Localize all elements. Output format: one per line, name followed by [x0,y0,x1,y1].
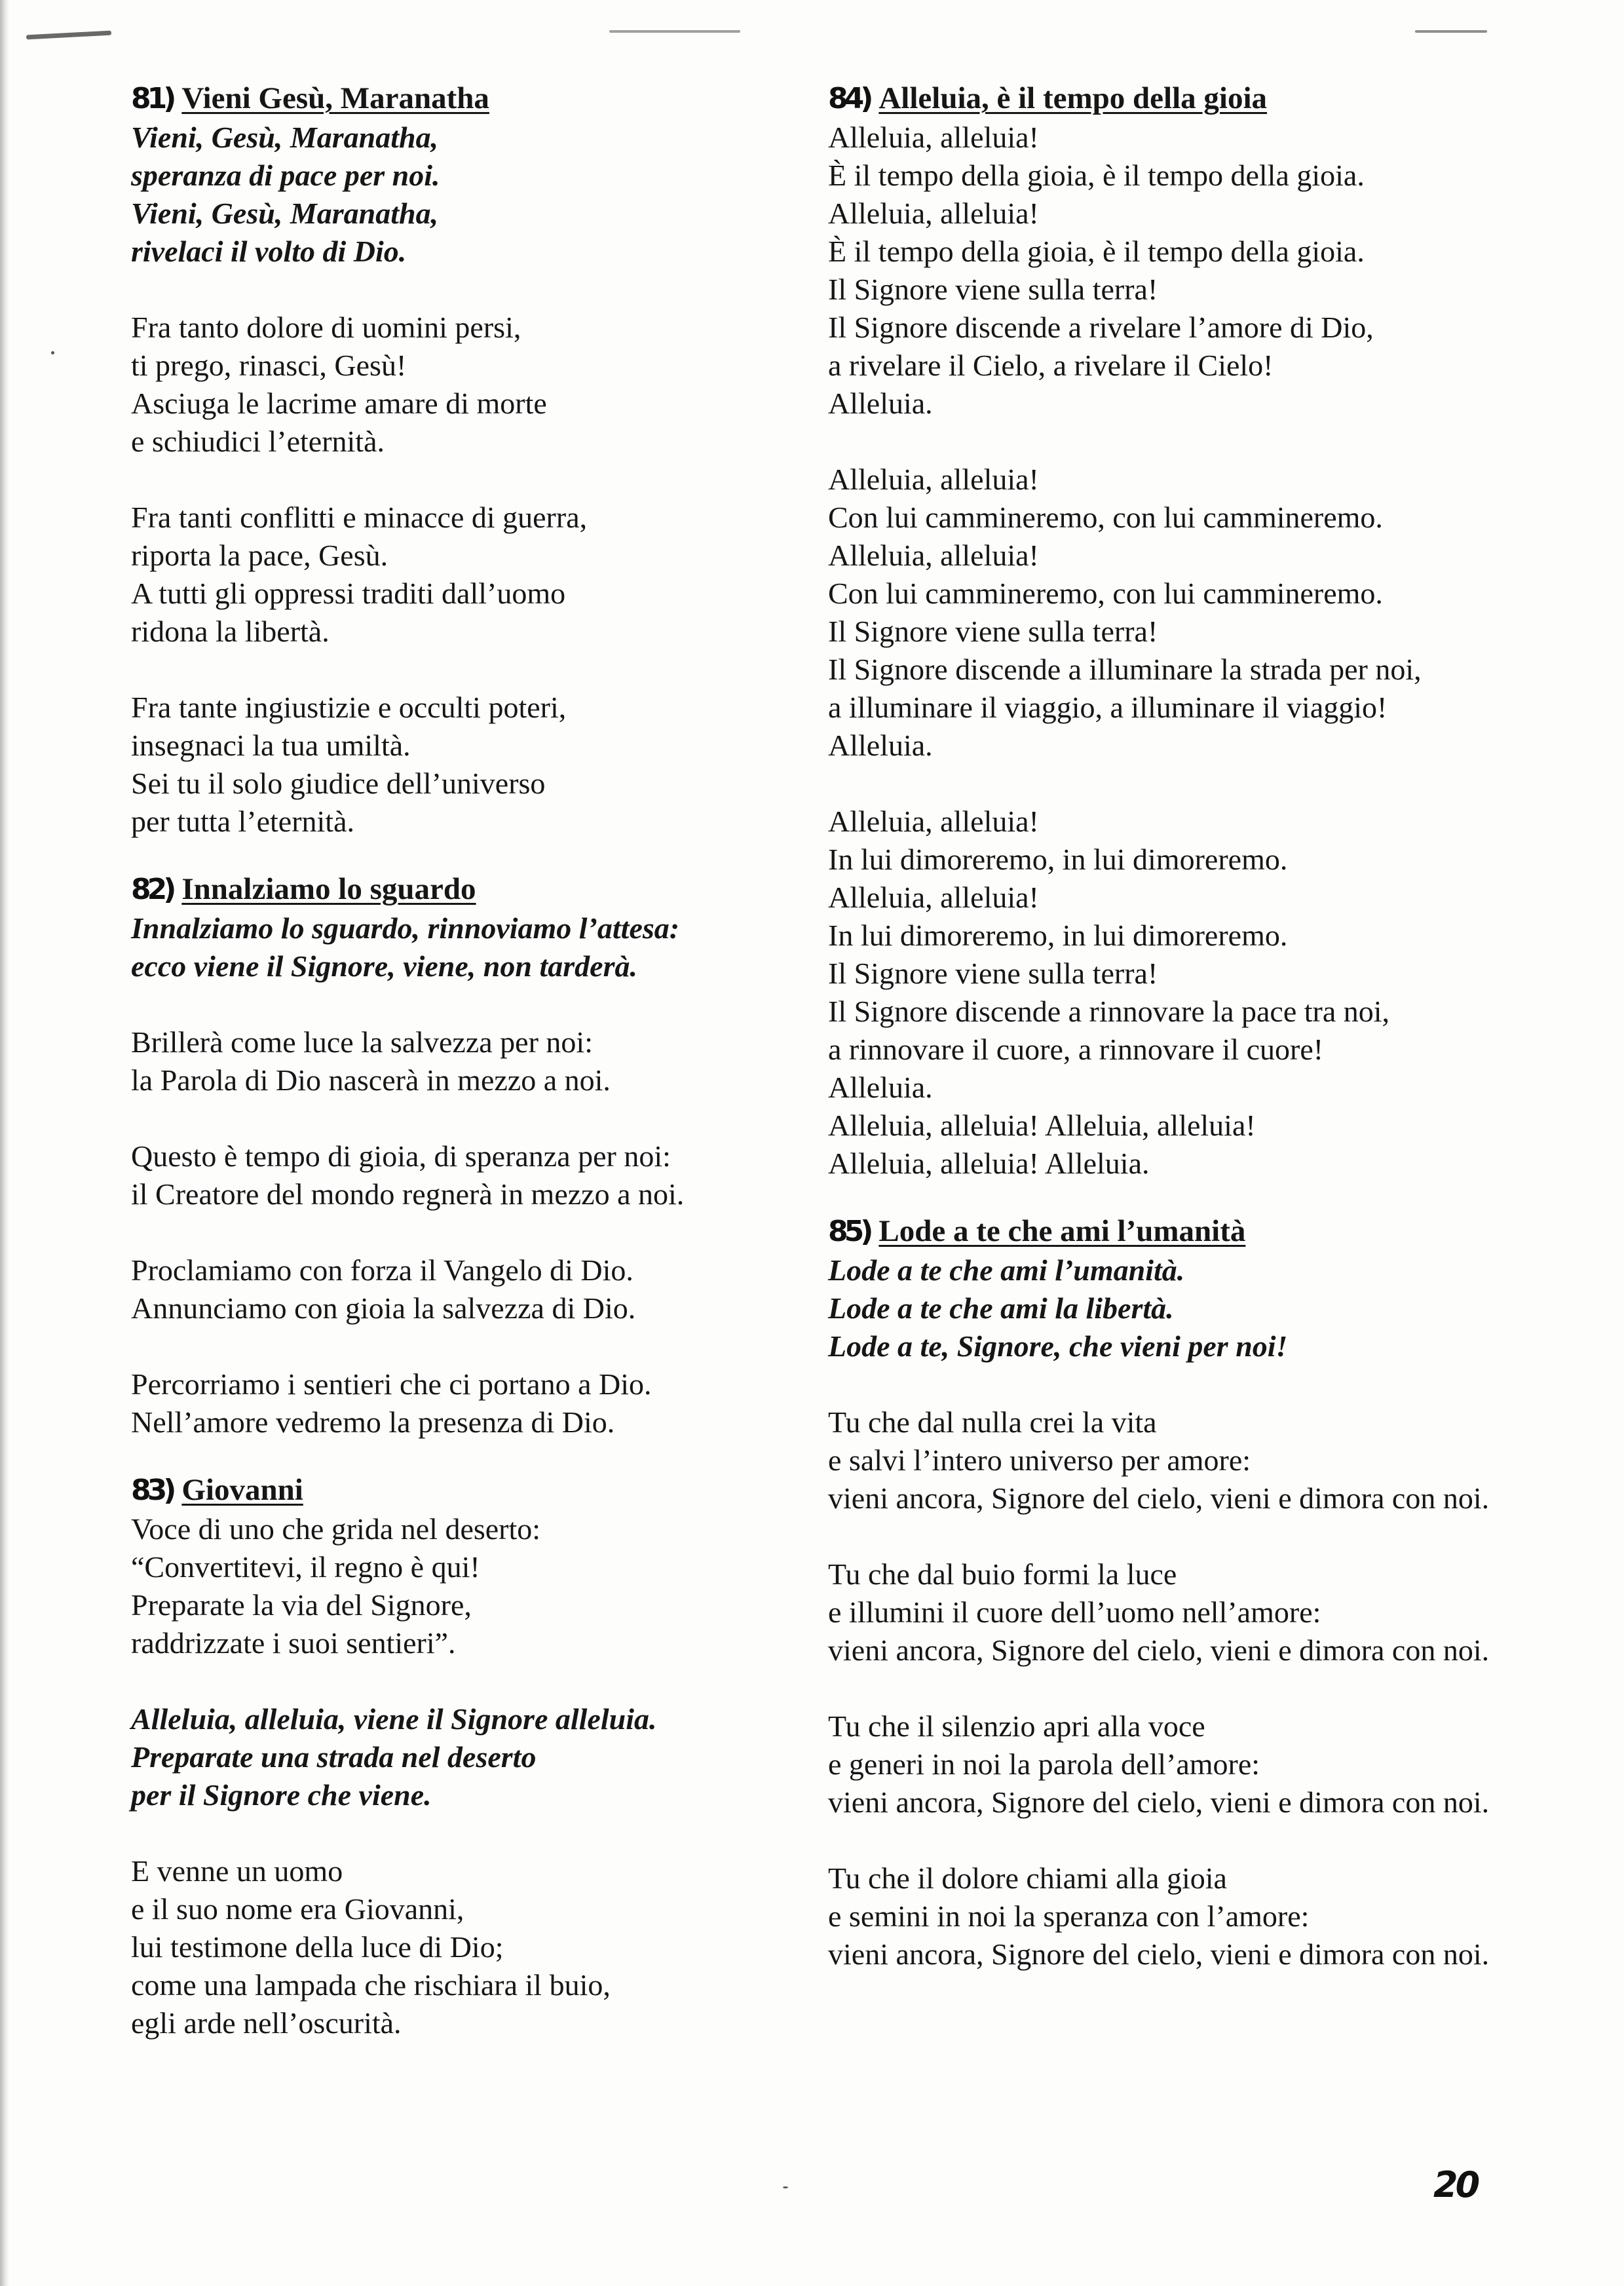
song-name: Giovanni [181,1473,303,1507]
lyric-line: Il Signore discende a illuminare la strada per noi, [828,653,1422,686]
lyric-line: e il suo nome era Giovanni, [131,1892,464,1926]
lyric-line: Innalziamo lo sguardo, rinnoviamo l’attesa: [131,911,680,945]
lyric-line: Vieni, Gesù, Maranatha, [131,197,439,230]
song [131,869,786,1441]
lyric-line: e semini in noi la speranza con l’amore: [828,1899,1310,1933]
left-column [131,79,786,2071]
lyric-line: rivelaci il volto di Dio. [131,235,407,268]
lyric-line: Preparate la via del Signore, [131,1588,472,1622]
song-title [131,1470,786,1510]
lyric-line: Tu che dal nulla crei la vita [828,1405,1157,1439]
lyric-line: A tutti gli oppressi traditi dall’uomo [131,577,566,610]
lyric-line: Voce di uno che grida nel deserto: [131,1512,541,1546]
lyric-line: Alleluia, alleluia! [828,197,1039,230]
scan-mark [26,31,111,40]
lyric-line: per tutta l’eternità. [131,805,355,838]
refrain [828,1251,1608,1365]
lyric-line: e schiudici l’eternità. [131,425,385,458]
lyric-line: il Creatore del mondo regnerà in mezzo a noi. [131,1177,685,1211]
lyric-line: Fra tanti conflitti e minacce di guerra, [131,501,588,534]
lyric-line: Alleluia, alleluia! Alleluia, alleluia! [828,1109,1256,1142]
lyric-line: Vieni, Gesù, Maranatha, [131,121,439,154]
lyric-line: Alleluia, alleluia! [828,463,1039,496]
lyric-line: Nell’amore vedremo la presenza di Dio. [131,1405,615,1439]
lyric-line: Alleluia. [828,1071,933,1104]
lyric-line: Alleluia, alleluia! [828,539,1039,572]
stanza [828,1403,1608,1517]
song-name: Vieni Gesù, Maranatha [181,81,489,115]
lyric-line: Il Signore viene sulla terra! [828,615,1158,648]
song [828,79,1608,1183]
lyric-line: per il Signore che viene. [131,1778,432,1812]
lyric-line: Alleluia, alleluia! [828,881,1039,914]
lyric-line: insegnaci la tua umiltà. [131,729,411,762]
stanza [131,499,786,651]
stanza [131,1510,786,1662]
song-name: Lode a te che ami l’umanità [878,1214,1246,1248]
lyric-line: come una lampada che rischiara il buio, [131,1968,611,2002]
lyric-line: Il Signore discende a rinnovare la pace tra noi, [828,995,1390,1028]
lyric-line: Il Signore discende a rivelare l’amore di Dio, [828,311,1374,344]
lyric-line: Il Signore viene sulla terra! [828,273,1158,306]
lyric-line: È il tempo della gioia, è il tempo della gioia. [828,235,1365,268]
song-title [131,79,786,119]
lyric-line: Sei tu il solo giudice dell’universo [131,767,546,800]
lyric-line: Lode a te, Signore, che vieni per noi! [828,1329,1288,1363]
lyric-line: egli arde nell’oscurità. [131,2006,402,2040]
lyric-line: Alleluia, alleluia, viene il Signore alleluia. [131,1702,657,1736]
page-number: 20 [1433,2164,1478,2205]
scan-mark [1415,30,1487,33]
song-name: Alleluia, è il tempo della gioia [878,81,1268,115]
refrain [131,909,786,985]
right-column [828,79,1608,2002]
lyric-line: Alleluia. [828,729,933,762]
stanza [828,1707,1608,1821]
stanza [131,1852,786,2042]
lyric-line: ecco viene il Signore, viene, non tarderà. [131,949,637,983]
lyric-line: Brillerà come luce la salvezza per noi: [131,1025,593,1059]
lyric-line: lui testimone della luce di Dio; [131,1930,504,1964]
stanza [131,309,786,461]
lyric-line: riporta la pace, Gesù. [131,539,388,572]
song-name: Innalziamo lo sguardo [181,872,476,906]
scan-speck [51,351,54,354]
stanza [828,119,1608,423]
lyric-line: e illumini il cuore dell’uomo nell’amore: [828,1595,1321,1629]
scan-mark [609,30,740,33]
lyric-line: Con lui cammineremo, con lui cammineremo. [828,501,1383,534]
lyric-line: Percorriamo i sentieri che ci portano a Dio. [131,1367,652,1401]
lyric-line: Fra tante ingiustizie e occulti poteri, [131,691,567,724]
lyric-line: È il tempo della gioia, è il tempo della gioia. [828,159,1365,192]
stanza [828,803,1608,1183]
song-number: 84) [828,82,870,115]
lyric-line: In lui dimoreremo, in lui dimoreremo. [828,919,1288,952]
lyric-line: Tu che il silenzio apri alla voce [828,1709,1205,1743]
lyric-line: la Parola di Dio nascerà in mezzo a noi. [131,1063,611,1097]
stanza [828,1859,1608,1973]
lyric-line: e generi in noi la parola dell’amore: [828,1747,1260,1781]
song [131,1470,786,2042]
lyric-line: a rivelare il Cielo, a rivelare il Cielo! [828,349,1274,382]
stanza [131,1251,786,1327]
stanza [131,689,786,841]
lyric-line: Il Signore viene sulla terra! [828,957,1158,990]
scan-shadow-edge [0,0,9,2286]
lyric-line: speranza di pace per noi. [131,159,440,192]
lyric-line: e salvi l’intero universo per amore: [828,1443,1251,1477]
lyric-line: Proclamiamo con forza il Vangelo di Dio. [131,1253,633,1287]
song-number: 85) [828,1215,870,1248]
refrain [131,1700,786,1814]
lyric-line: vieni ancora, Signore del cielo, vieni e dimora con noi. [828,1481,1490,1515]
lyric-line: Alleluia. [828,387,933,420]
lyric-line: “Convertitevi, il regno è qui! [131,1550,480,1584]
lyric-line: Fra tanto dolore di uomini persi, [131,311,521,344]
stanza [828,461,1608,765]
lyric-line: Alleluia, alleluia! [828,121,1039,154]
lyric-line: Lode a te che ami l’umanità. [828,1253,1185,1287]
lyric-line: Annunciamo con gioia la salvezza di Dio. [131,1291,636,1325]
lyric-line: Questo è tempo di gioia, di speranza per noi: [131,1139,671,1173]
lyric-line: Tu che dal buio formi la luce [828,1557,1177,1591]
song-title [131,869,786,909]
stanza [828,1555,1608,1669]
song-title [828,79,1608,119]
song-number: 83) [131,1474,173,1507]
lyric-line: Alleluia, alleluia! [828,805,1039,838]
scan-speck [783,2186,788,2188]
stanza [131,1137,786,1213]
lyric-line: Con lui cammineremo, con lui cammineremo. [828,577,1383,610]
lyric-line: vieni ancora, Signore del cielo, vieni e dimora con noi. [828,1633,1490,1667]
lyric-line: Asciuga le lacrime amare di morte [131,387,547,420]
lyric-line: Tu che il dolore chiami alla gioia [828,1861,1227,1895]
lyric-line: raddrizzate i suoi sentieri”. [131,1626,456,1660]
song [828,1211,1608,1973]
song [131,79,786,841]
lyric-line: a illuminare il viaggio, a illuminare il viaggio! [828,691,1388,724]
lyric-line: vieni ancora, Signore del cielo, vieni e dimora con noi. [828,1785,1490,1819]
lyric-line: Alleluia, alleluia! Alleluia. [828,1147,1150,1180]
lyric-line: Lode a te che ami la libertà. [828,1291,1174,1325]
lyric-line: a rinnovare il cuore, a rinnovare il cuore! [828,1033,1324,1066]
lyric-line: ti prego, rinasci, Gesù! [131,349,407,382]
song-number: 81) [131,82,173,115]
song-title [828,1211,1608,1251]
lyric-line: ridona la libertà. [131,615,330,648]
lyric-line: Preparate una strada nel deserto [131,1740,537,1774]
lyric-line: E venne un uomo [131,1854,343,1888]
stanza [131,1023,786,1099]
song-number: 82) [131,873,173,906]
stanza [131,1365,786,1441]
lyric-line: vieni ancora, Signore del cielo, vieni e dimora con noi. [828,1937,1490,1971]
refrain [131,119,786,271]
lyric-line: In lui dimoreremo, in lui dimoreremo. [828,843,1288,876]
